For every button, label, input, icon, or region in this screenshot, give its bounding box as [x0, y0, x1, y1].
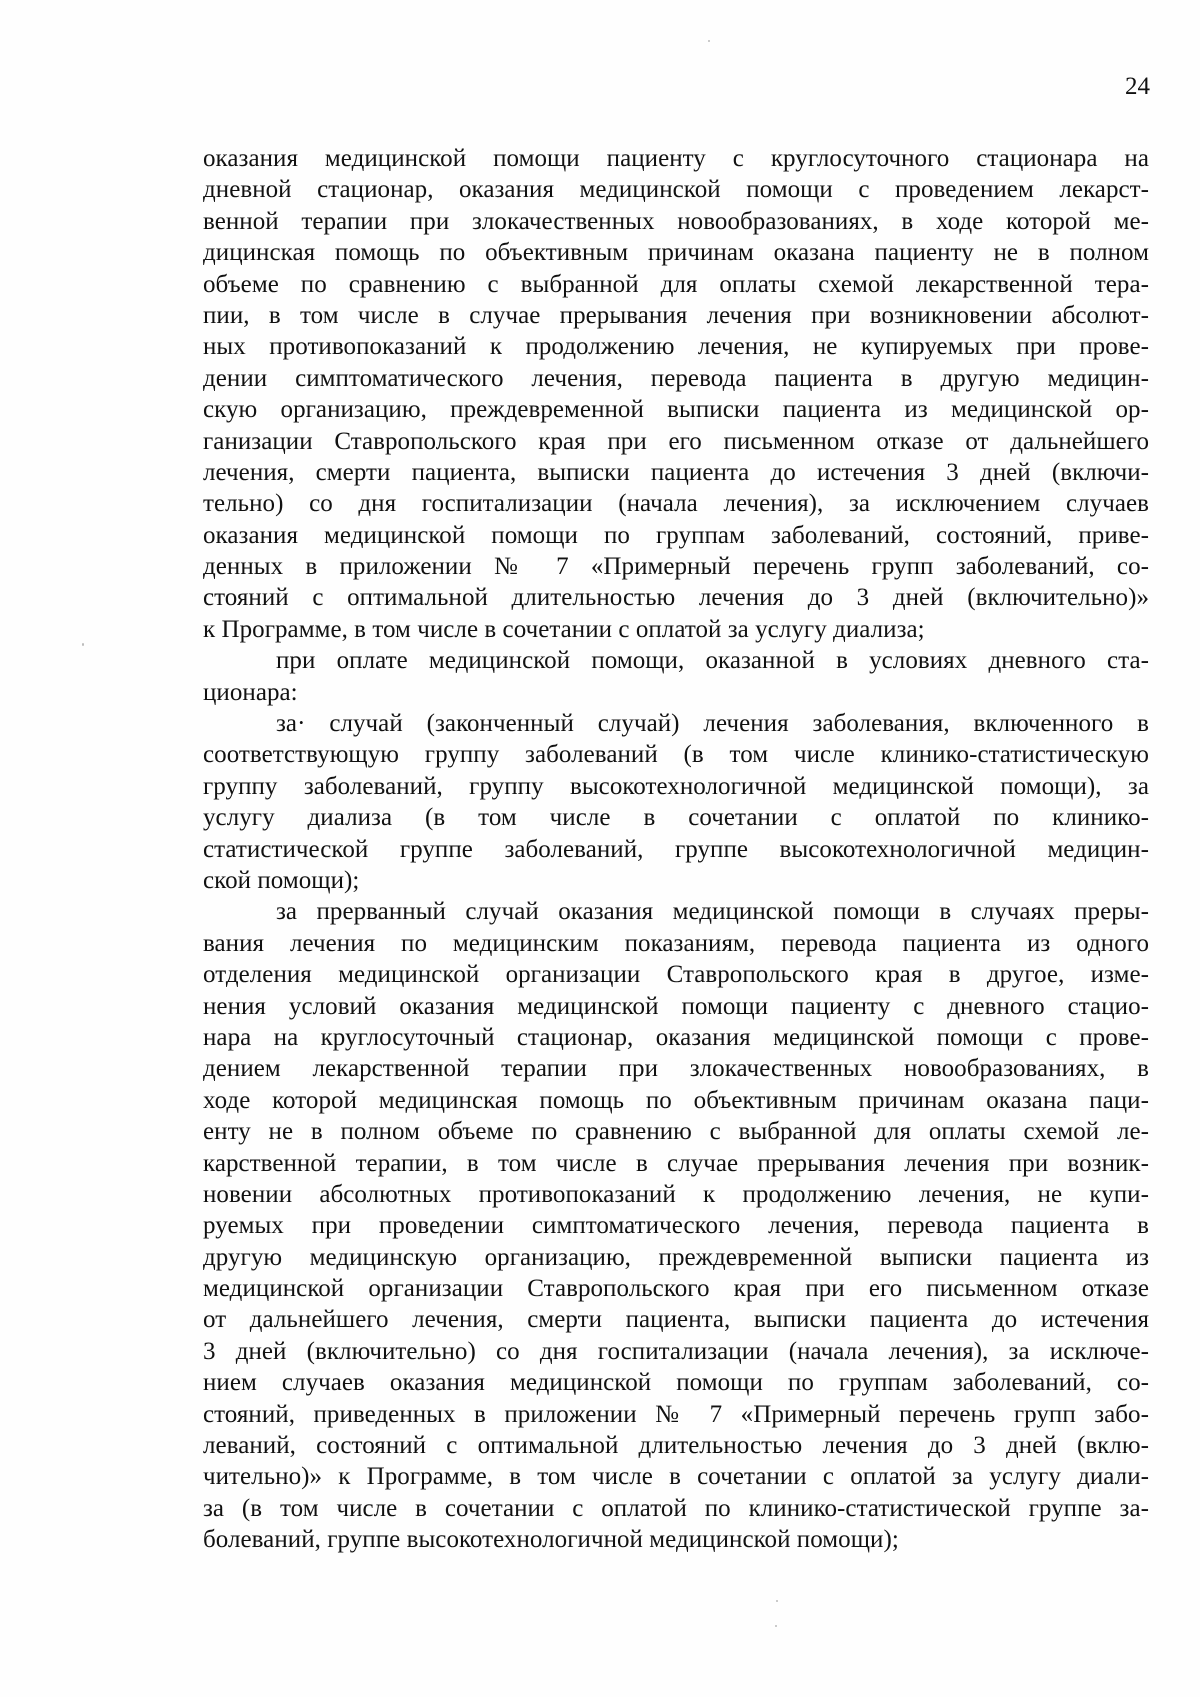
- paragraph: [203, 645, 1149, 708]
- paragraph: [203, 896, 1149, 1555]
- text-line: новении абсолютных противопоказаний к продолжению лечения, не купи-: [203, 1180, 1149, 1208]
- text-line: нара на круглосуточный стационар, оказания медицинской помощи с прове-: [203, 1023, 1149, 1051]
- page-number: 24: [1125, 73, 1150, 100]
- text-line: леваний, состояний с оптимальной длительностью лечения до 3 дней (вклю-: [203, 1432, 1149, 1460]
- text-line: от дальнейшего лечения, смерти пациента, выписки пациента до истечения: [203, 1306, 1149, 1334]
- text-line: дневной стационар, оказания медицинской помощи с проведением лекарст-: [203, 176, 1149, 204]
- text-line: ционара:: [203, 678, 298, 706]
- text-line: к Программе, в том числе в сочетании с оплатой за услугу диализа;: [203, 615, 925, 643]
- text-line: стояний с оптимальной длительностью лечения до 3 дней (включительно)»: [203, 584, 1149, 612]
- text-line: ходе которой медицинская помощь по объективным причинам оказана паци-: [203, 1086, 1149, 1114]
- text-line: стояний, приведенных в приложении № 7 «Примерный перечень групп забо-: [203, 1400, 1149, 1428]
- text-line: за (в том числе в сочетании с оплатой по клинико-статистической группе за-: [203, 1494, 1149, 1522]
- text-line: медицинской организации Ставропольского края при его письменном отказе: [203, 1275, 1149, 1303]
- text-line: ных противопоказаний к продолжению лечения, не купируемых при прове-: [203, 333, 1149, 361]
- text-line: нием случаев оказания медицинской помощи по группам заболеваний, со-: [203, 1369, 1149, 1397]
- text-line: ской помощи);: [203, 866, 360, 894]
- text-line: группу заболеваний, группу высокотехнологичной медицинской помощи), за: [203, 772, 1149, 800]
- text-line: отделения медицинской организации Ставропольского края в другое, изме-: [203, 961, 1149, 989]
- text-line: оказания медицинской помощи по группам заболеваний, состояний, приве-: [203, 521, 1149, 549]
- scan-speck: [708, 40, 710, 42]
- text-line: пии, в том числе в случае прерывания лечения при возникновении абсолют-: [203, 301, 1149, 329]
- paragraph: [203, 708, 1149, 896]
- text-line: дении симптоматического лечения, перевода пациента в другую медицин-: [203, 364, 1149, 392]
- text-line: другую медицинскую организацию, преждевременной выписки пациента из: [203, 1243, 1149, 1271]
- text-line: объеме по сравнению с выбранной для оплаты схемой лекарственной тера-: [203, 270, 1149, 298]
- scan-speck: [82, 643, 84, 646]
- scan-speck: [776, 1600, 778, 1602]
- text-line: вания лечения по медицинским показаниям, перевода пациента из одного: [203, 929, 1149, 957]
- text-line: за прерванный случай оказания медицинской помощи в случаях преры-: [276, 898, 1149, 926]
- text-line: скую организацию, преждевременной выписки пациента из медицинской ор-: [203, 396, 1149, 424]
- text-line: нения условий оказания медицинской помощи пациенту с дневного стацио-: [203, 992, 1149, 1020]
- scan-speck: [775, 1625, 777, 1627]
- text-line: денных в приложении № 7 «Примерный перечень групп заболеваний, со-: [203, 553, 1149, 581]
- text-line: тельно) со дня госпитализации (начала лечения), за исключением случаев: [203, 490, 1149, 518]
- text-line: енту не в полном объеме по сравнению с выбранной для оплаты схемой ле-: [203, 1118, 1149, 1146]
- text-line: лечения, смерти пациента, выписки пациента до истечения 3 дней (включи-: [203, 458, 1149, 486]
- text-line: оказания медицинской помощи пациенту с круглосуточного стационара на: [203, 145, 1149, 172]
- text-line: при оплате медицинской помощи, оказанной в условиях дневного ста-: [276, 647, 1149, 675]
- text-line: статистической группе заболеваний, группе высокотехнологичной медицин-: [203, 835, 1149, 863]
- document-body: [203, 143, 1149, 1556]
- paragraph: [203, 143, 1149, 645]
- text-line: карственной терапии, в том числе в случае прерывания лечения при возник-: [203, 1149, 1149, 1177]
- text-line: услугу диализа (в том числе в сочетании с оплатой по клинико-: [203, 804, 1149, 832]
- text-line: болеваний, группе высокотехнологичной медицинской помощи);: [203, 1526, 899, 1554]
- text-line: руемых при проведении симптоматического лечения, перевода пациента в: [203, 1212, 1149, 1240]
- text-line: 3 дней (включительно) со дня госпитализации (начала лечения), за исключе-: [203, 1337, 1149, 1365]
- text-line: венной терапии при злокачественных новообразованиях, в ходе которой ме-: [203, 207, 1149, 235]
- text-line: дением лекарственной терапии при злокачественных новообразованиях, в: [203, 1055, 1149, 1083]
- text-line: за· случай (законченный случай) лечения заболевания, включенного в: [276, 710, 1149, 738]
- text-line: ганизации Ставропольского края при его письменном отказе от дальнейшего: [203, 427, 1149, 455]
- text-line: дицинская помощь по объективным причинам оказана пациенту не в полном: [203, 239, 1149, 267]
- text-line: чительно)» к Программе, в том числе в сочетании с оплатой за услугу диали-: [203, 1463, 1149, 1491]
- text-line: соответствующую группу заболеваний (в том числе клинико-статистическую: [203, 741, 1149, 769]
